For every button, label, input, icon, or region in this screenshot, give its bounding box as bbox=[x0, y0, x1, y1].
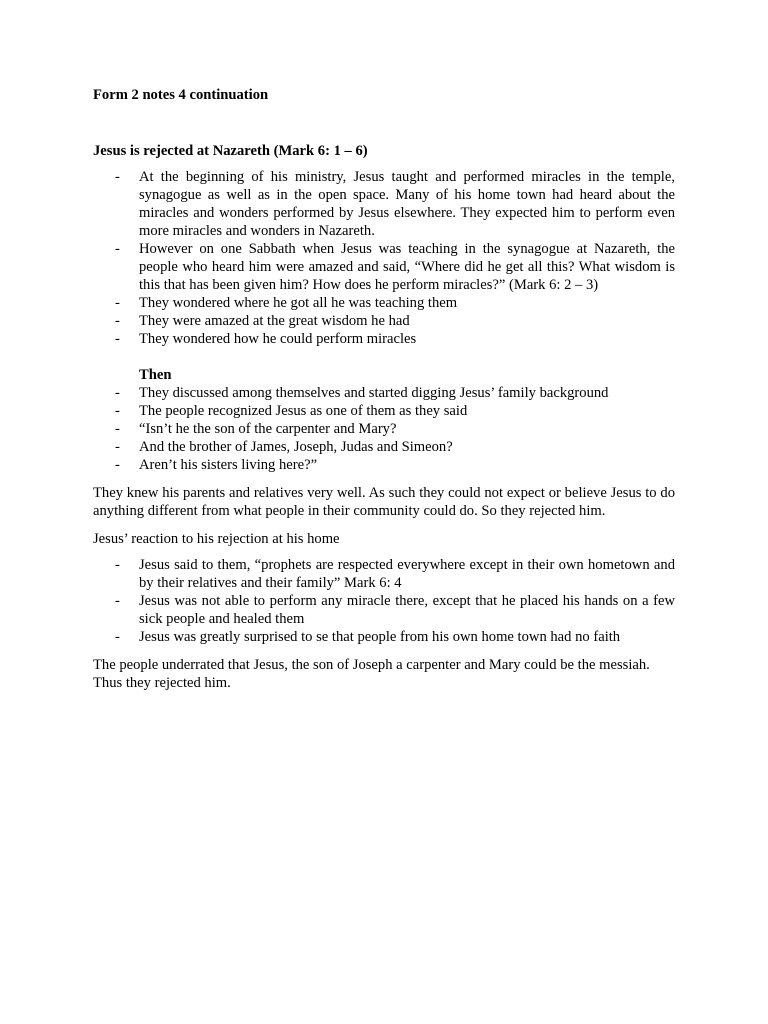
bullet-dash: - bbox=[115, 313, 120, 329]
paragraph-reaction-heading: Jesus’ reaction to his rejection at his home bbox=[93, 531, 340, 547]
bullet-dash: - bbox=[115, 331, 120, 347]
list-item-text: They were amazed at the great wisdom he had bbox=[139, 313, 410, 329]
bullet-dash: - bbox=[115, 557, 120, 573]
background-list bbox=[93, 384, 675, 474]
list-item-text: The people recognized Jesus as one of them as they said bbox=[139, 403, 468, 419]
miracles-list bbox=[93, 168, 675, 348]
list-item bbox=[93, 330, 675, 348]
paragraph-conclusion: The people underrated that Jesus, the son of Joseph a carpenter and Mary could be the messiah. Thus they rejected him. bbox=[93, 657, 650, 691]
list-item-text: Jesus was not able to perform any miracle there, except that he placed his hands on a few sick people and healed them bbox=[139, 593, 675, 627]
bullet-dash: - bbox=[115, 295, 120, 311]
list-item-text: “Isn’t he the son of the carpenter and Mary? bbox=[139, 421, 397, 437]
list-item-text: They wondered where he got all he was teaching them bbox=[139, 295, 458, 311]
list-item-text: However on one Sabbath when Jesus was teaching in the synagogue at Nazareth, the people who heard him were amazed and said, “Where did he get all this? What wisdom is this that has been given him? How does he perform miracles?” (Mark 6: 2 – 3) bbox=[139, 241, 675, 293]
list-item bbox=[93, 592, 675, 628]
document-title: Form 2 notes 4 continuation bbox=[93, 87, 269, 103]
list-item bbox=[93, 294, 675, 312]
list-item-text: Jesus was greatly surprised to se that people from his own home town had no faith bbox=[139, 629, 621, 645]
list-item bbox=[93, 556, 675, 592]
list-item-text: Aren’t his sisters living here?” bbox=[139, 457, 318, 473]
bullet-dash: - bbox=[115, 457, 120, 473]
list-item-text: At the beginning of his ministry, Jesus taught and performed miracles in the temple, synagogue as well as in the open space. Many of his home town had heard about the miracles and wonders performed by Jesus elsewhere. They expected him to perform even more miracles and wonders in Nazareth. bbox=[139, 169, 675, 239]
bullet-dash: - bbox=[115, 169, 120, 185]
list-item bbox=[93, 420, 675, 438]
reaction-list bbox=[93, 556, 675, 646]
list-item-text: They wondered how he could perform miracles bbox=[139, 331, 417, 347]
bullet-dash: - bbox=[115, 629, 120, 645]
bullet-dash: - bbox=[115, 403, 120, 419]
section-heading: Jesus is rejected at Nazareth (Mark 6: 1 – 6) bbox=[93, 143, 368, 159]
list-item bbox=[93, 312, 675, 330]
list-item bbox=[93, 438, 675, 456]
bullet-dash: - bbox=[115, 439, 120, 455]
list-item-text: They discussed among themselves and started digging Jesus’ family background bbox=[139, 385, 609, 401]
bullet-dash: - bbox=[115, 421, 120, 437]
bullet-dash: - bbox=[115, 385, 120, 401]
list-item-text: Jesus said to them, “prophets are respected everywhere except in their own hometown and by their relatives and their family” Mark 6: 4 bbox=[139, 557, 675, 591]
then-label: Then bbox=[139, 367, 172, 383]
list-item-text: And the brother of James, Joseph, Judas and Simeon? bbox=[139, 439, 453, 455]
list-item bbox=[93, 628, 675, 646]
list-item bbox=[93, 240, 675, 294]
paragraph-rejection: They knew his parents and relatives very well. As such they could not expect or believe Jesus to do anything different from what people in their community could do. So they rejected him. bbox=[93, 485, 675, 519]
bullet-dash: - bbox=[115, 593, 120, 609]
list-item bbox=[93, 384, 675, 402]
list-item bbox=[93, 168, 675, 240]
list-item bbox=[93, 456, 675, 474]
list-item bbox=[93, 402, 675, 420]
document-page bbox=[93, 86, 675, 692]
bullet-dash: - bbox=[115, 241, 120, 257]
